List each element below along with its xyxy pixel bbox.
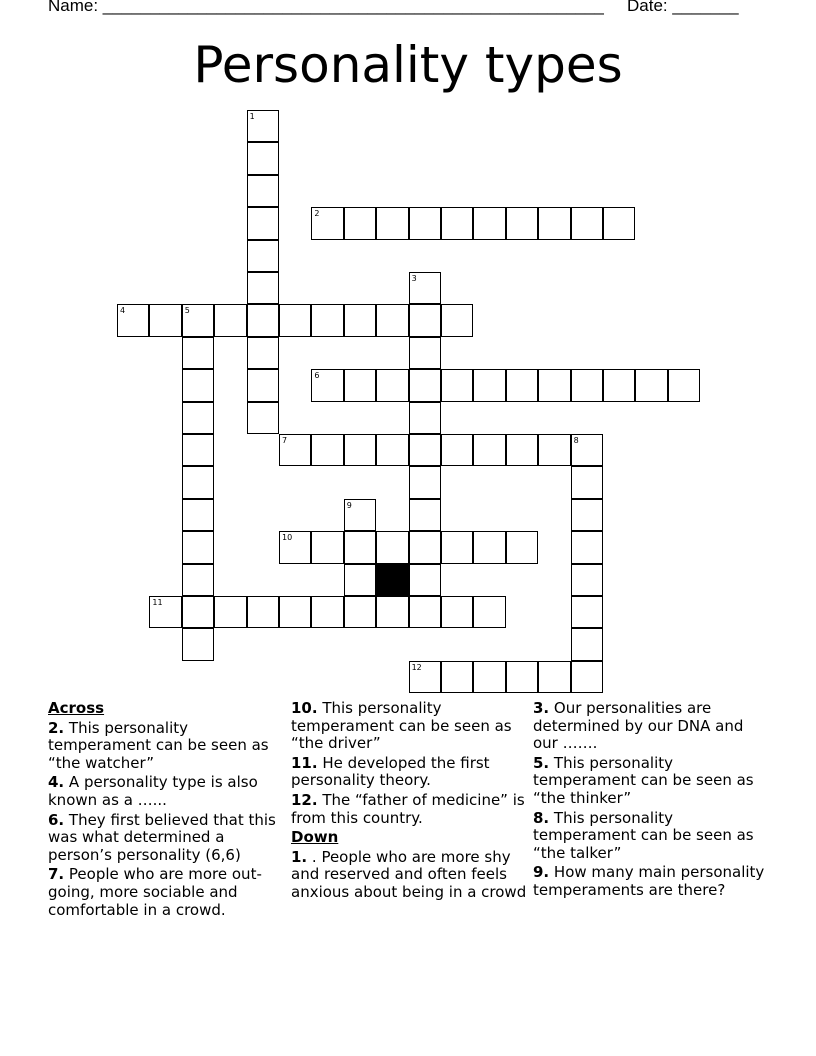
name-field[interactable]: Name: _____________________________________________________ [48,0,604,15]
grid-cell[interactable] [311,304,343,336]
grid-cell[interactable] [182,499,214,531]
grid-cell[interactable] [441,661,473,693]
header-line [48,0,768,20]
grid-cell[interactable] [441,207,473,239]
clue-across-11 [291,755,529,790]
grid-cell[interactable] [376,207,408,239]
grid-cell[interactable] [376,434,408,466]
clue-number: 5. [533,753,550,772]
grid-cell[interactable] [279,531,311,563]
grid-cell[interactable] [149,304,181,336]
grid-cell[interactable] [441,531,473,563]
grid-cell[interactable] [506,531,538,563]
clue-number-label: 6 [314,371,320,381]
clue-number: 1. [291,847,308,866]
clue-text: This personality temperament can be seen as “the watcher” [48,718,269,772]
clue-number-label: 11 [152,598,163,607]
clue-number: 12. [291,790,318,809]
grid-cell[interactable] [344,596,376,628]
grid-cell[interactable] [182,531,214,563]
grid-cell[interactable] [473,596,505,628]
grid-cell[interactable] [182,596,214,628]
grid-cell[interactable] [247,175,279,207]
grid-cell[interactable] [506,661,538,693]
clue-across-12 [291,792,529,827]
grid-cell[interactable] [473,531,505,563]
clue-across-6 [48,812,286,865]
grid-cell[interactable] [538,207,570,239]
grid-cell[interactable] [311,207,343,239]
clue-number: 4. [48,773,65,792]
clue-number: 2. [48,718,65,737]
grid-cell[interactable] [279,304,311,336]
clue-number: 6. [48,810,65,829]
clue-down-1 [291,849,529,902]
grid-cell[interactable] [506,369,538,401]
grid-cell[interactable] [247,402,279,434]
clue-text: This personality temperament can be seen as “the thinker” [533,753,754,807]
grid-cell[interactable] [117,304,149,336]
clue-down-5 [533,755,771,808]
grid-cell[interactable] [409,304,441,336]
grid-cell[interactable] [279,596,311,628]
grid-cell[interactable] [311,596,343,628]
grid-cell[interactable] [409,596,441,628]
grid-cell[interactable] [441,369,473,401]
clue-text: The “father of medicine” is from this country. [291,790,525,827]
grid-cell[interactable] [344,304,376,336]
clue-text: This personality temperament can be seen as “the driver” [291,699,512,753]
grid-cell[interactable] [344,499,376,531]
grid-cell[interactable] [571,628,603,660]
clue-number-label: 2 [314,209,320,219]
grid-cell[interactable] [635,369,667,401]
grid-cell[interactable] [311,369,343,401]
crossword-grid [117,110,703,696]
grid-cell[interactable] [571,596,603,628]
grid-cell[interactable] [247,272,279,304]
clues-column-1 [48,700,286,921]
grid-cell[interactable] [182,466,214,498]
clue-number-label: 1 [249,112,255,121]
down-heading: Down [291,828,339,847]
grid-cell[interactable] [344,207,376,239]
grid-cell[interactable] [473,661,505,693]
grid-cell[interactable] [182,402,214,434]
clue-text: This personality temperament can be seen as “the talker” [533,808,754,862]
grid-cell[interactable] [409,434,441,466]
clue-across-4 [48,774,286,809]
grid-cell[interactable] [376,531,408,563]
grid-cell[interactable] [409,466,441,498]
grid-cell[interactable] [247,596,279,628]
grid-cell[interactable] [149,596,181,628]
clue-number: 11. [291,753,318,772]
clue-number-label: 7 [282,436,288,445]
grid-cell[interactable] [409,531,441,563]
clue-down-9 [533,864,771,899]
grid-cell[interactable] [571,499,603,531]
grid-cell[interactable] [247,142,279,174]
grid-cell[interactable] [538,661,570,693]
clue-number: 7. [48,865,65,884]
clue-text: A personality type is also known as a …... [48,773,258,809]
grid-cell[interactable] [344,564,376,596]
grid-cell[interactable] [441,596,473,628]
grid-cell[interactable] [571,207,603,239]
grid-cell[interactable] [571,531,603,563]
grid-cell[interactable] [182,628,214,660]
grid-cell[interactable] [571,466,603,498]
clue-number-label: 10 [282,533,293,543]
clue-number-label: 8 [573,436,579,445]
grid-cell[interactable] [247,304,279,336]
clue-number: 3. [533,699,550,717]
grid-cell[interactable] [603,207,635,239]
across-heading: Across [48,699,105,717]
clue-text: How many main personality temperaments are there? [533,863,765,899]
clue-number: 10. [291,699,318,717]
grid-cell[interactable] [182,564,214,596]
grid-cell[interactable] [409,564,441,596]
grid-cell[interactable] [247,110,279,142]
clue-text: They first believed that this was what determined a person’s personality (6,6) [48,810,276,864]
grid-cell[interactable] [473,434,505,466]
grid-cell[interactable] [409,661,441,693]
grid-cell[interactable] [311,531,343,563]
grid-cell[interactable] [409,207,441,239]
grid-cell[interactable] [409,402,441,434]
grid-cell[interactable] [182,434,214,466]
grid-cell[interactable] [247,207,279,239]
clue-across-10 [291,700,529,753]
grid-cell[interactable] [214,596,246,628]
grid-cell[interactable] [668,369,700,401]
clue-text: Our personalities are determined by our DNA and our ……. [533,699,744,753]
grid-cell[interactable] [538,369,570,401]
clue-number-label: 9 [346,500,352,510]
clue-text: . People who are more shy and reserved and often feels anxious about being in a crowd [291,847,527,901]
grid-cell[interactable] [571,369,603,401]
page-title: Personality types [193,36,623,94]
clue-across-7 [48,866,286,919]
grid-cell[interactable] [247,369,279,401]
clues-column-2 [291,700,529,904]
grid-cell[interactable] [473,207,505,239]
grid-cell[interactable] [247,337,279,369]
clue-across-2 [48,720,286,773]
grid-cell[interactable] [344,434,376,466]
grid-cell[interactable] [279,434,311,466]
grid-cell[interactable] [441,434,473,466]
grid-cell[interactable] [376,596,408,628]
grid-cell[interactable] [344,369,376,401]
grid-cell[interactable] [409,337,441,369]
grid-cell[interactable] [571,564,603,596]
grid-cell[interactable] [473,369,505,401]
clue-number-label: 4 [120,306,126,316]
clue-number-label: 3 [411,274,417,283]
grid-cell[interactable] [603,369,635,401]
grid-cell[interactable] [409,369,441,401]
clue-number: 9. [533,863,550,882]
clues-column-3 [533,700,771,902]
grid-cell[interactable] [409,272,441,304]
grid-cell[interactable] [376,304,408,336]
grid-cell[interactable] [506,434,538,466]
grid-cell[interactable] [376,369,408,401]
clue-text: He developed the first personality theory. [291,753,490,790]
grid-cell[interactable] [214,304,246,336]
grid-cell[interactable] [182,337,214,369]
black-cell [376,564,408,596]
grid-cell[interactable] [571,434,603,466]
clue-number-label: 5 [184,306,190,316]
grid-cell[interactable] [182,304,214,336]
grid-cell[interactable] [441,304,473,336]
clue-number: 8. [533,808,550,827]
clue-text: People who are more out-going, more sociable and comfortable in a crowd. [48,865,262,919]
date-field[interactable]: Date: _______ [627,0,739,15]
grid-cell[interactable] [409,499,441,531]
clue-number-label: 12 [411,662,422,672]
clue-down-8 [533,810,771,863]
grid-cell[interactable] [311,434,343,466]
grid-cell[interactable] [247,240,279,272]
grid-cell[interactable] [182,369,214,401]
grid-cell[interactable] [538,434,570,466]
clue-down-3 [533,700,771,753]
grid-cell[interactable] [506,207,538,239]
grid-cell[interactable] [571,661,603,693]
grid-cell[interactable] [344,531,376,563]
